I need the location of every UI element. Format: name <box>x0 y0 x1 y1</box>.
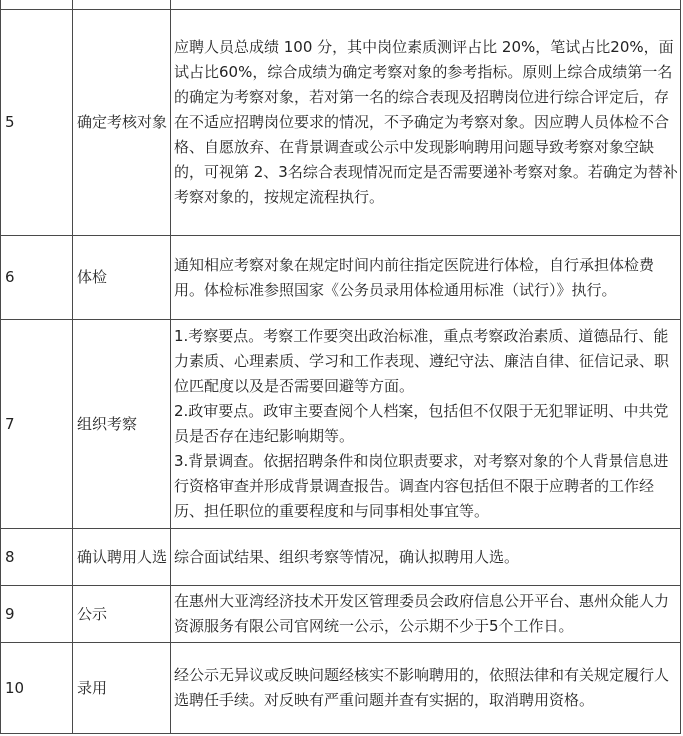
step-number: 5 <box>1 10 73 236</box>
step-number: 6 <box>1 236 73 320</box>
table-cell <box>73 0 171 10</box>
step-name: 确定考核对象 <box>73 10 171 236</box>
table-row <box>1 586 681 643</box>
step-description <box>171 643 681 734</box>
table-row <box>1 320 681 529</box>
step-description-text: 通知相应考察对象在规定时间内前往指定医院进行体检，自行承担体检费用。体检标准参照国家《公务员录用体检通用标准（试行）》执行。 <box>174 255 655 299</box>
step-description <box>171 10 681 236</box>
step-name: 公示 <box>73 586 171 643</box>
step-number: 10 <box>1 643 73 734</box>
step-description <box>171 236 681 320</box>
table-row <box>1 236 681 320</box>
step-description <box>171 529 681 586</box>
step-name: 确认聘用人选 <box>73 529 171 586</box>
step-name: 组织考察 <box>73 320 171 529</box>
step-number: 7 <box>1 320 73 529</box>
step-description-paragraph: 2.政审要点。政审主要查阅个人档案，包括但不仅限于无犯罪证明、中共党员是否存在违纪影响期等。 <box>174 402 669 445</box>
step-description-paragraph: 1.考察要点。考察工作要突出政治标准，重点考察政治素质、道德品行、能力素质、心理素质、学习和工作表现、遵纪守法、廉洁自律、征信记录、职位匹配度以及是否需要回避等方面。 <box>174 327 670 395</box>
step-description <box>171 586 681 643</box>
step-description-text: 在惠州大亚湾经济技术开发区管理委员会政府信息公开平台、惠州众能人力资源服务有限公司官网统一公示，公示期不少于5个工作日。 <box>174 592 670 635</box>
table-row-partial-top <box>1 0 681 10</box>
step-description-text: 综合面试结果、组织考察等情况，确认拟聘用人选。 <box>174 547 520 566</box>
step-description-paragraph: 3.背景调查。依据招聘条件和岗位职责要求，对考察对象的个人背景信息进行资格审查并形成背景调查报告。调查内容包括但不限于应聘者的工作经历、担任职位的重要程度和与同事相处事宜等。 <box>174 452 669 520</box>
table-cell <box>1 0 73 10</box>
step-description-text: 经公示无异议或反映问题经核实不影响聘用的，依照法律和有关规定履行人选聘任手续。对反映有严重问题并查有实据的，取消聘用资格。 <box>174 666 670 709</box>
table-row <box>1 529 681 586</box>
step-name: 录用 <box>73 643 171 734</box>
table-row <box>1 10 681 236</box>
step-description-text: 应聘人员总成绩 100 分，其中岗位素质测评占比 20%，笔试占比20%，面试占比60%，综合成绩为确定考察对象的参考指标。原则上综合成绩第一名的确定为考察对象，若对第一名的综合表现及招聘岗位进行综合评定后，存在不适应招聘岗位要求的情况，不予确定为考察对象。因应聘人员体检不合格、自愿放弃、在背景调查或公示中发现影响聘用问题导致考察对象空缺的，可视第 2、3名综合表现情况而定是否需要递补考察对象。若确定为替补考察对象的，按规定流程执行。 <box>174 38 678 206</box>
table-row <box>1 643 681 734</box>
step-number: 9 <box>1 586 73 643</box>
step-name: 体检 <box>73 236 171 320</box>
step-description <box>171 320 681 529</box>
table-cell <box>171 0 681 10</box>
step-number: 8 <box>1 529 73 586</box>
